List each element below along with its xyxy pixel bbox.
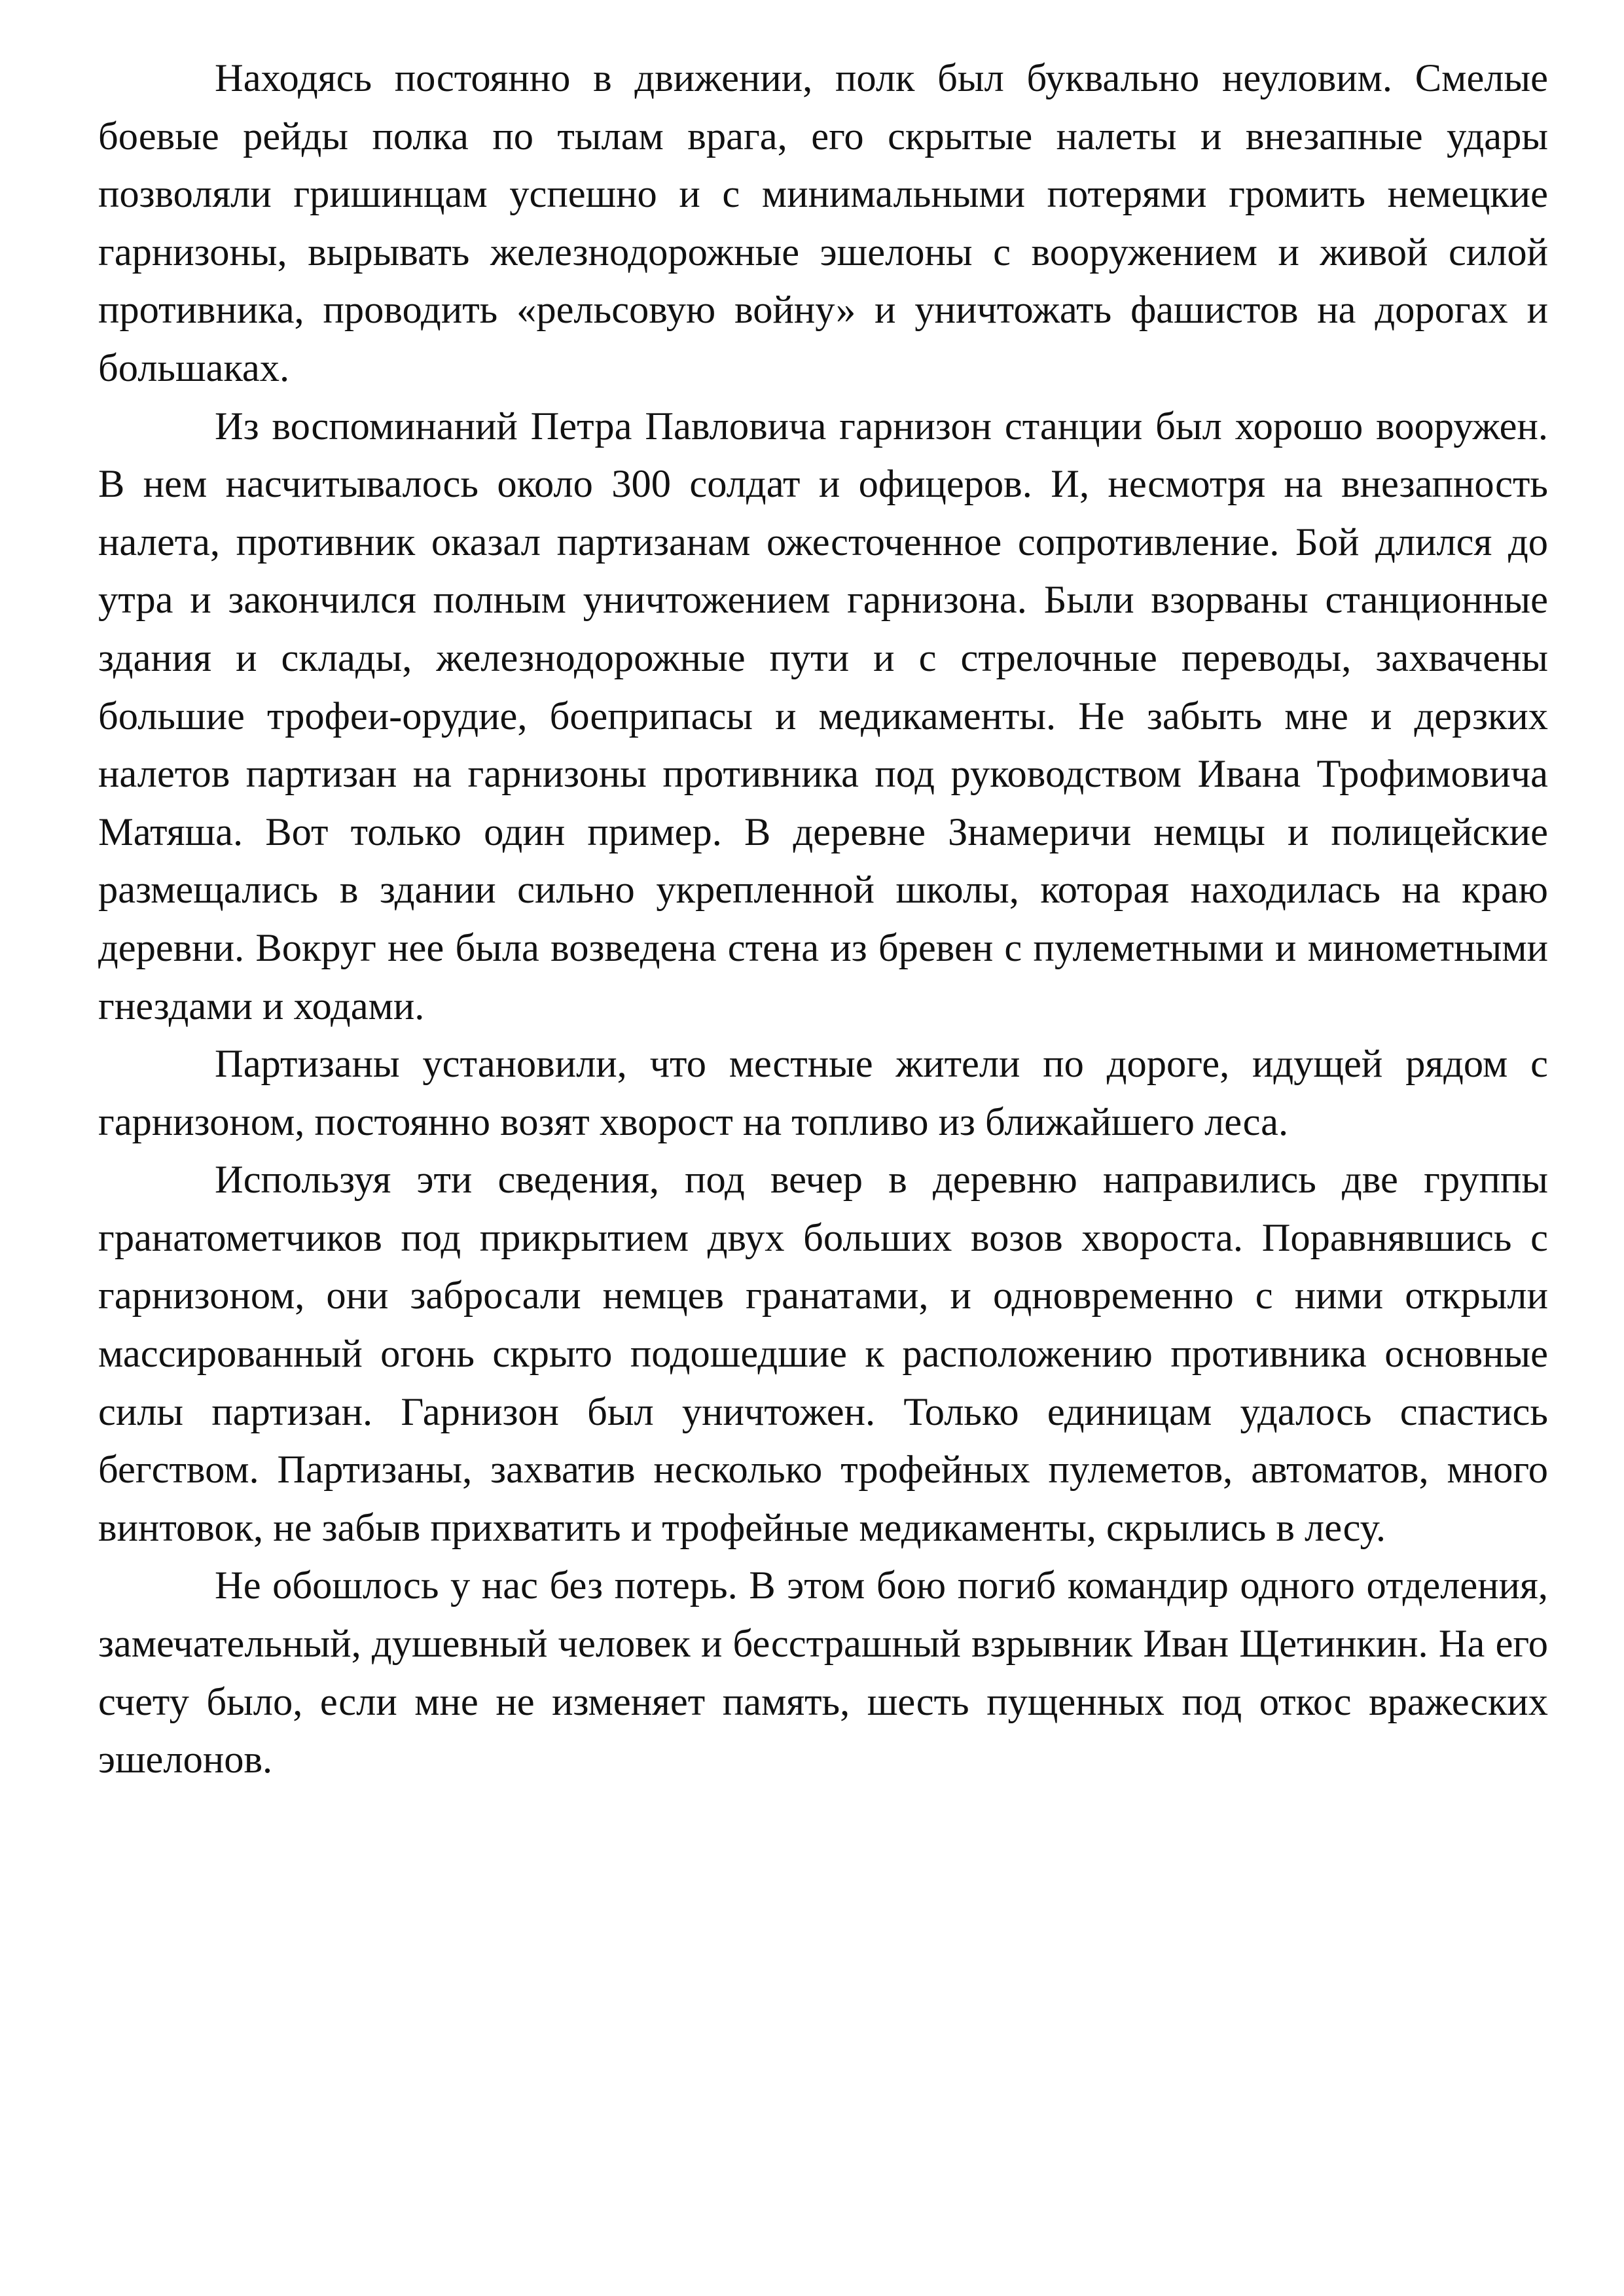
paragraph-4: Используя эти сведения, под вечер в деревню направились две группы гранатометчиков под прикрытием двух больших возов хвороста. Поравнявшись с гарнизоном, они забросали немцев гранатами, и одновременно с ними открыли массированный огонь скрыто подошедшие к расположению противника основные силы партизан. Гарнизон был уничтожен. Только единицам удалось спастись бегством. Партизаны, захватив несколько трофейных пулеметов, автоматов, много винтовок, не забыв прихватить и трофейные медикаменты, скрылись в лесу. <box>98 1158 1548 1550</box>
paragraph-3: Партизаны установили, что местные жители по дороге, идущей рядом с гарнизоном, постоянно возят хворост на топливо из ближайшего леса. <box>98 1042 1548 1144</box>
paragraph-1: Находясь постоянно в движении, полк был буквально неуловим. Смелые боевые рейды полка по тылам врага, его скрытые налеты и внезапные удары позволяли гришинцам успешно и с минимальными потерями громить немецкие гарнизоны, вырывать железнодорожные эшелоны с вооружением и живой силой противника, проводить «рельсовую войну» и уничтожать фашистов на дорогах и большаках. <box>98 56 1548 390</box>
paragraph-2: Из воспоминаний Петра Павловича гарнизон станции был хорошо вооружен. В нем насчитывалось около 300 солдат и офицеров. И, несмотря на внезапность налета, противник оказал партизанам ожесточенное сопротивление. Бой длился до утра и закончился полным уничтожением гарнизона. Были взорваны станционные здания и склады, железнодорожные пути и с стрелочные переводы, захвачены большие трофеи-орудие, боеприпасы и медикаменты. Не забыть мне и дерзких налетов партизан на гарнизоны противника под руководством Ивана Трофимовича Матяша. Вот только один пример. В деревне Знамеричи немцы и полицейские размещались в здании сильно укрепленной школы, которая находилась на краю деревни. Вокруг нее была возведена стена из бревен с пулеметными и минометными гнездами и ходами. <box>98 404 1548 1028</box>
body-text <box>98 50 1548 1789</box>
paragraph-5: Не обошлось у нас без потерь. В этом бою погиб командир одного отделения, замечательный, душевный человек и бесстрашный взрывник Иван Щетинкин. На его счету было, если мне не изменяет память, шесть пущенных под откос вражеских эшелонов. <box>98 1564 1548 1782</box>
